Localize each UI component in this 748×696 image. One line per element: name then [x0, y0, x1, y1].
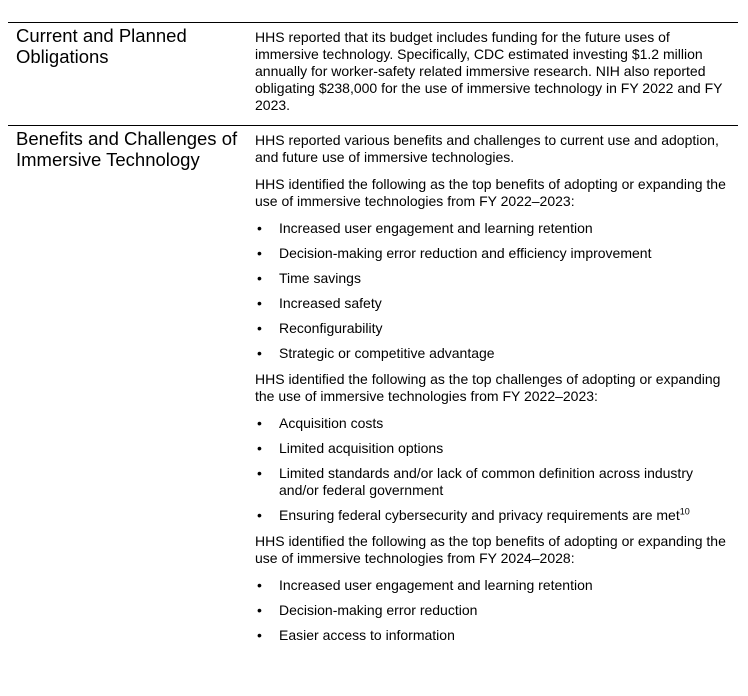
bullet-icon: • [257, 245, 262, 261]
benefits-challenges-row [8, 125, 738, 696]
list-item: • Reconfigurability [257, 320, 383, 336]
obligations-text: HHS reported that its budget includes funding for the future uses of immersive technology. Specifically, CDC estimated investing $1.2 million annually for worker-safety related immersive research. NIH also reported obligating $238,000 for the use of immersive technology in FY 2022 and FY 2023. [255, 29, 723, 113]
list-item: • Ensuring federal cybersecurity and privacy requirements are met$^{10}$ [257, 506, 690, 523]
bullet-icon: • [257, 270, 262, 286]
list-item: • Acquisition costs [257, 415, 384, 431]
benefits-2024-intro: HHS identified the following as the top benefits of adopting or expanding the use of immersive technologies from FY 2024–2028: [255, 533, 726, 566]
obligations-heading: Current and Planned Obligations [16, 25, 187, 67]
challenges-2022-intro: HHS identified the following as the top challenges of adopting or expanding the use of immersive technologies from FY 2022–2023: [255, 371, 721, 404]
list-item: • Increased safety [257, 295, 382, 311]
footnote-marker[interactable]: 10 [679, 506, 690, 517]
bullet-icon: • [257, 440, 262, 456]
challenges-2022-list [255, 415, 735, 524]
benefits-challenges-intro: HHS reported various benefits and challenges to current use and adoption, and future use of immersive technologies. [255, 132, 719, 165]
list-item: • Increased user engagement and learning retention [257, 220, 593, 236]
list-item: • Decision-making error reduction and efficiency improvement [257, 245, 652, 261]
list-item: • Strategic or competitive advantage [257, 345, 495, 361]
bullet-icon: • [257, 602, 262, 618]
list-item: • Increased user engagement and learning retention [257, 577, 593, 593]
bullet-icon: • [257, 220, 262, 236]
bullet-icon: • [257, 465, 262, 481]
benefits-2024-list [255, 577, 735, 644]
list-item: • Limited standards and/or lack of common definition across industry and/or federal government [257, 465, 693, 498]
obligations-body [255, 29, 735, 124]
list-item: • Easier access to information [257, 627, 455, 643]
benefits-challenges-body [255, 132, 735, 653]
benefits-challenges-heading: Benefits and Challenges of Immersive Technology [16, 128, 238, 170]
bullet-icon: • [257, 320, 262, 336]
bullet-icon: • [257, 507, 262, 523]
benefits-2022-intro: HHS identified the following as the top benefits of adopting or expanding the use of immersive technologies from FY 2022–2023: [255, 176, 726, 209]
bullet-icon: • [257, 295, 262, 311]
list-item: • Limited acquisition options [257, 440, 444, 456]
list-item: • Time savings [257, 270, 361, 286]
list-item: • Decision-making error reduction [257, 602, 478, 618]
obligations-row [8, 22, 738, 123]
bullet-icon: • [257, 345, 262, 361]
benefits-2022-list [255, 220, 735, 362]
bullet-icon: • [257, 415, 262, 431]
bullet-icon: • [257, 577, 262, 593]
bullet-icon: • [257, 627, 262, 643]
